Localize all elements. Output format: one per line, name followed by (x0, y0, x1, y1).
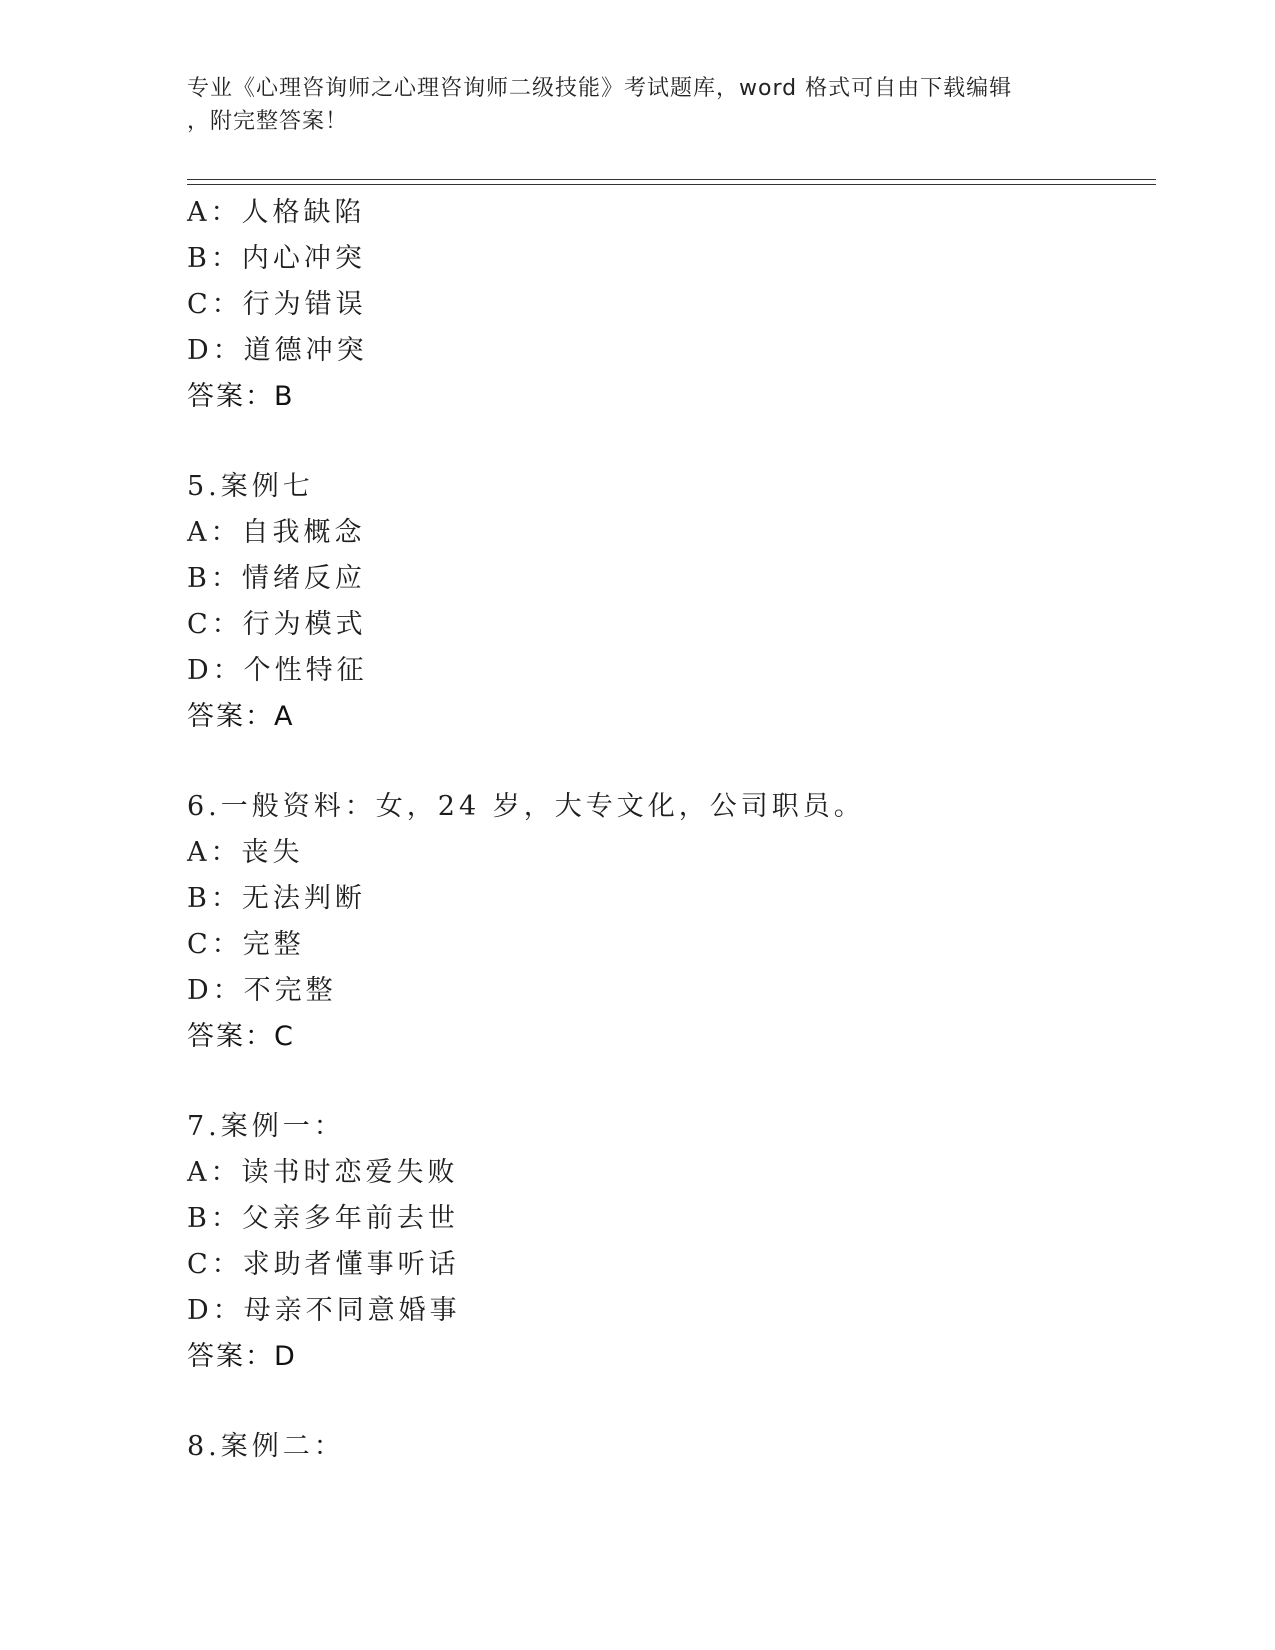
option-c: C：行为错误 (187, 289, 367, 320)
option-c: C：完整 (187, 929, 305, 960)
question-stem: 7.案例一： (187, 1111, 345, 1142)
answer: 答案：D (187, 1341, 297, 1372)
spacer (187, 1380, 1147, 1424)
option-d: D：个性特征 (187, 655, 368, 686)
header-title-line-2: ，附完整答案！ (187, 109, 349, 134)
question-list (187, 190, 1147, 1470)
option-a: A：自我概念 (187, 517, 366, 548)
option-b: B：父亲多年前去世 (187, 1203, 459, 1234)
question-stem: 6.一般资料：女，24 岁，大专文化，公司职员。 (187, 791, 865, 822)
document-header (187, 72, 1067, 138)
header-title-line-1: 专业《心理咨询师之心理咨询师二级技能》考试题库，word 格式可自由下载编辑 (187, 76, 1013, 101)
option-d: D：道德冲突 (187, 335, 368, 366)
option-b: B：无法判断 (187, 883, 366, 914)
question-8 (187, 1424, 1147, 1470)
header-divider-top (187, 179, 1156, 180)
option-b: B：情绪反应 (187, 563, 366, 594)
option-c: C：求助者懂事听话 (187, 1249, 460, 1280)
header-divider-bottom (187, 184, 1156, 185)
spacer (187, 1060, 1147, 1104)
question-5 (187, 464, 1147, 740)
answer: 答案：C (187, 1021, 295, 1052)
spacer (187, 420, 1147, 464)
option-d: D：母亲不同意婚事 (187, 1295, 461, 1326)
question-6 (187, 784, 1147, 1060)
question-7 (187, 1104, 1147, 1380)
option-d: D：不完整 (187, 975, 337, 1006)
question-4 (187, 190, 1147, 420)
option-c: C：行为模式 (187, 609, 367, 640)
question-stem: 5.案例七 (187, 471, 314, 502)
answer: 答案：A (187, 701, 295, 732)
question-stem: 8.案例二： (187, 1431, 345, 1462)
spacer (187, 740, 1147, 784)
option-a: A：人格缺陷 (187, 197, 366, 228)
option-a: A：丧失 (187, 837, 304, 868)
answer: 答案：B (187, 381, 295, 412)
option-a: A：读书时恋爱失败 (187, 1157, 459, 1188)
option-b: B：内心冲突 (187, 243, 366, 274)
